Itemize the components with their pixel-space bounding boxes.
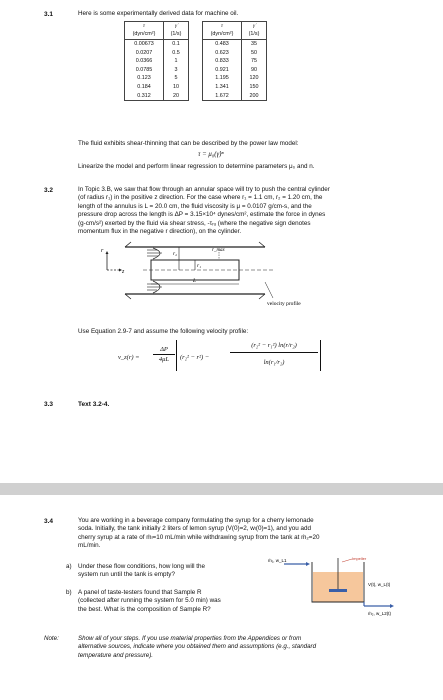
table-cell: 1.672 [203,91,242,100]
table-cell: 0.312 [125,91,164,100]
equation-middle-term: (r₂² − r²) − [180,354,210,361]
table-row [125,66,267,75]
table-row [125,48,267,57]
table-cell: 20 [164,91,189,100]
oil-data-table [124,21,267,101]
part-a-text [78,563,263,580]
table-cell: 0.623 [203,48,242,57]
table-cell: 1.195 [203,74,242,83]
table-cell: 0.0785 [125,66,164,75]
r2-label: r₂ [173,251,178,257]
equation-fraction-denominator: ln(r₁/r₂) [263,359,285,366]
table-cell: 0.184 [125,83,164,92]
use-equation-text: Use Equation 2.9-7 and assume the following velocity profile: [78,328,249,335]
rmax-label: r_max [212,248,225,253]
table-cell: 1.341 [203,83,242,92]
table-cell: 200 [242,91,267,100]
question-3-4-number: 3.4 [44,518,54,525]
text-line: (g-cm/s²) exerted by the fluid via shear stress, -τᵣᵤ (where the negative sign denotes [78,219,311,227]
note-text [78,635,423,660]
table-header-tau-2: τ [203,22,242,31]
impeller-label: Impeller [352,556,367,561]
table-cell: 0.123 [125,74,164,83]
question-3-1-task: Linearize the model and perform linear regression to determine parameters μ₀ and n. [78,163,315,170]
table-cell: 5 [164,74,189,83]
table-row [125,39,267,48]
table-header-unit-4: (1/s) [242,30,267,39]
table-cell: 3 [164,66,189,75]
text-line: mL/min. [78,542,101,550]
table-cell: 0.0366 [125,57,164,66]
length-label: L [193,278,197,284]
question-3-1-intro: Here is some experimentally derived data for machine oil. [78,10,239,17]
text-line: soda. Initially, the tank initially 2 liters of lemon syrup (V(0)=2, wₗ(0)=1), and you add [78,525,311,533]
equation-coefficient-numerator: ΔP [160,346,168,353]
table-header-gamma-1: γ̇ [164,22,189,31]
inlet-label: ṁ₁, w_L1 [268,558,287,563]
table-cell: 0.1 [164,39,189,48]
text-line: Show all of your steps. If you use material properties from the Appendices or from [78,635,302,642]
table-header-unit-1: (dyn/cm²) [125,30,164,39]
table-cell: 90 [242,66,267,75]
part-b-text [78,589,263,614]
impeller-blade [329,589,347,592]
text-line: A panel of taste-testers found that Sample R [78,589,202,596]
text-line: system run until the tank is empty? [78,571,175,579]
page-separator [0,483,443,495]
table-header-tau-1: τ [125,22,164,31]
text-line: temperature and pressure). [78,651,153,659]
text-line: (of radius r₁) in the positive z direction. For the case where r₁ = 1.1 cm, r₂ = 1.20 cm, the [78,194,323,202]
table-header-gamma-2: γ̇ [242,22,267,31]
table-row [125,91,267,100]
text-line: alternative sources, indicate where you obtained them and assumptions (e.g., standard [78,643,317,651]
velocity-profile-equation [118,343,358,379]
table-cell: 0.833 [203,57,242,66]
velocity-profile-label: velocity profile [267,301,301,307]
table-cell: 50 [242,48,267,57]
question-3-3-text: Text 3.2-4. [78,401,110,408]
text-line: momentum flux in the negative r direction), on the cylinder. [78,228,242,236]
note-label: Note: [44,635,59,642]
equation-lhs: v_z(r) = [118,354,140,361]
question-3-2-number: 3.2 [44,187,54,194]
question-3-1-number: 3.1 [44,11,54,18]
text-line: cherry syrup at a rate of ṁₗ=10 mL/min while withdrawing syrup from the tank at ṁ₂=20 [78,533,320,541]
part-b-label: b) [66,589,72,596]
annulus-flow-figure [95,238,335,308]
text-line: (collected after running the system for 5.0 min) was [78,597,221,605]
text-line: length of the annulus is L = 20.0 cm, the fluid viscosity is μ = 0.0107 g/cm-s, and the [78,202,312,210]
r-axis-label: r [101,248,104,254]
table-cell: 0.483 [203,39,242,48]
table-cell: 0.0207 [125,48,164,57]
table-row [125,74,267,83]
table-header-unit-3: (dyn/cm²) [203,30,242,39]
equation-coefficient-denominator: 4μL [158,356,170,363]
question-3-2-text [78,186,423,236]
part-a-label: a) [66,563,72,570]
table-cell: 0.921 [203,66,242,75]
table-cell: 35 [242,39,267,48]
equation-fraction-numerator: (r₂² − r₁²) ln(r/r₂) [251,342,297,349]
text-line: In Topic 3.B, we saw that flow through an annular space will try to push the central cylinder [78,186,330,193]
table-cell: 1 [164,57,189,66]
tank-state-label: V(t), w_L(t) [368,582,391,587]
table-cell: 75 [242,57,267,66]
mixing-tank-figure [268,556,418,616]
table-cell: 120 [242,74,267,83]
power-law-equation: τ = μ₀(γ̇)ⁿ [198,151,224,158]
table-header-unit-2: (1/s) [164,30,189,39]
text-line: Under these flow conditions, how long will the [78,563,206,570]
table-cell: 0.5 [164,48,189,57]
table-row [125,83,267,92]
outlet-label: ṁ₂, w_L2(t) [368,611,392,616]
r1-label: r₁ [197,263,202,269]
table-cell: 10 [164,83,189,92]
text-line: You are working in a beverage company formulating the syrup for a cherry lemonade [78,517,314,524]
text-line: the best. What is the composition of Sample R? [78,605,211,613]
text-line: pressure drop across the length is ΔP = 3.15×10⁴ dynes/cm², estimate the force in dynes [78,211,326,219]
z-axis-label: z [122,269,125,275]
question-3-3-number: 3.3 [44,401,54,408]
table-cell: 150 [242,83,267,92]
question-3-4-text [78,517,423,551]
power-law-description: The fluid exhibits shear-thinning that can be described by the power law model: [78,140,299,147]
table-cell: 0.00673 [125,39,164,48]
table-row [125,57,267,66]
